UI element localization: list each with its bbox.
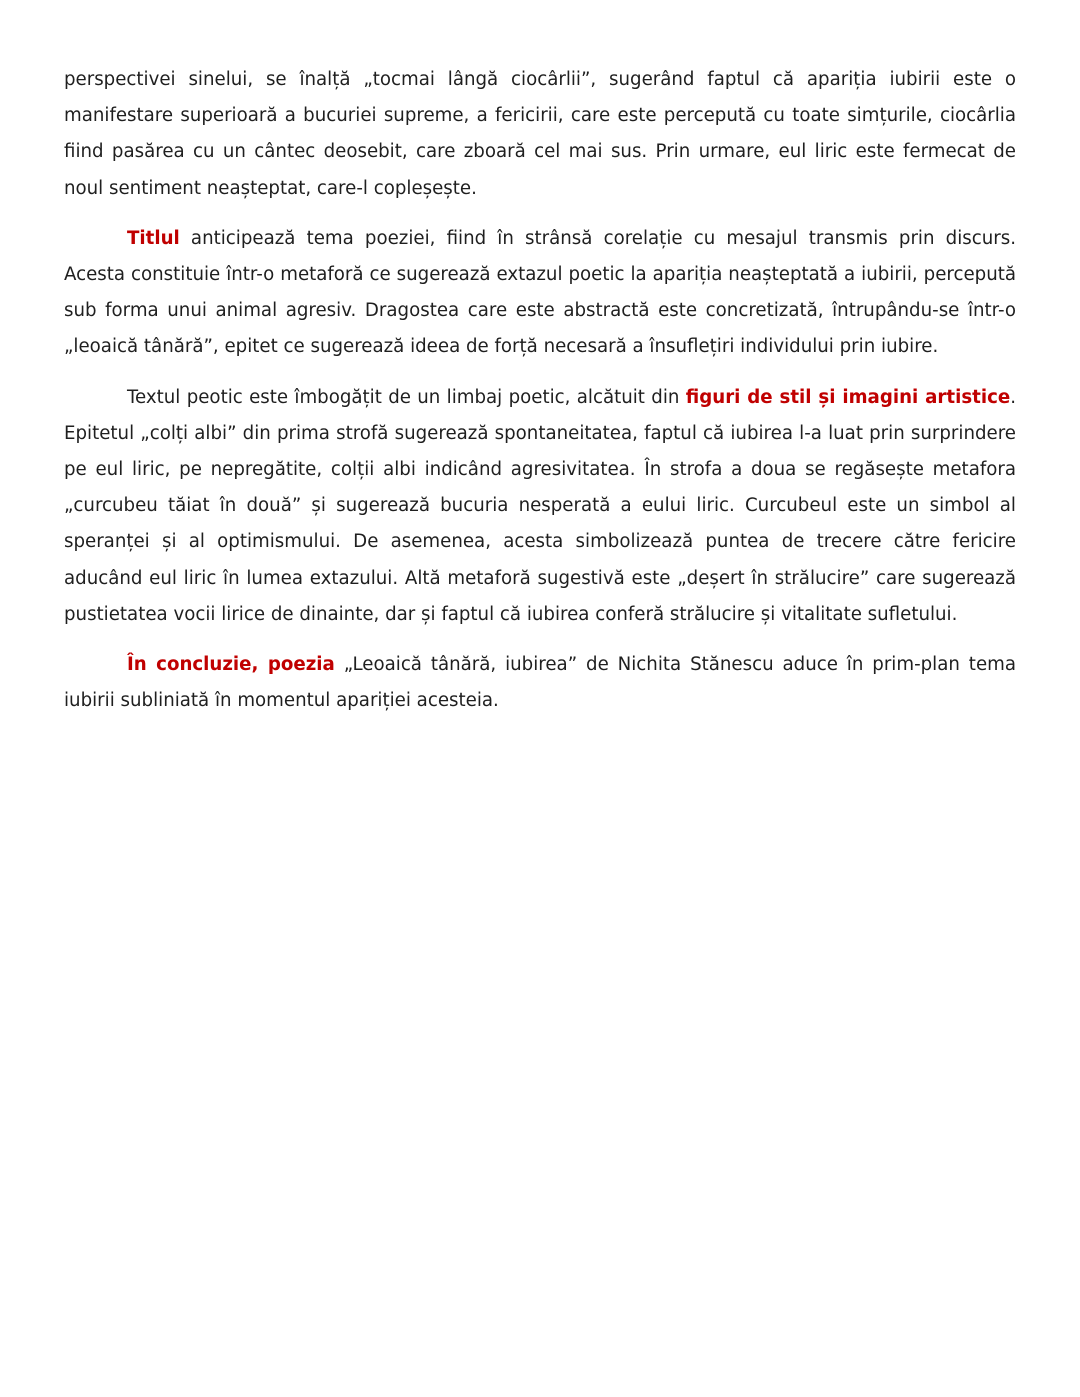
- paragraph-text: anticipează tema poeziei, fiind în strânsă corelație cu mesajul transmis prin discurs. Acesta constituie într-o metaforă ce sugerează extazul poetic la apariția neașteptată a iubirii, percepută sub forma unui animal agresiv. Dragostea care este abstractă este concretizată, întrupându-se într-o „leoaică tânără”, epitet ce sugerează ideea de forță necesară a însuflețiri individului prin iubire.: [64, 227, 1016, 358]
- paragraph-text: . Epitetul „colți albi” din prima strofă sugerează spontaneitatea, faptul că iubirea l-a luat prin surprindere pe eul liric, pe nepregătite, colții albi indicând agresivitatea. În strofa a doua se regăsește metafora „curcubeu tăiat în două” și sugerează bucuria nesperată a eului liric. Curcubeul este un simbol al speranței și al optimismului. De asemenea, acesta simbolizează puntea de trecere către fericire aducând eul liric în lumea extazului. Altă metaforă sugestivă este „deșert în strălucire” care sugerează pustietatea vocii lirice de dinainte, dar și faptul că iubirea conferă strălucire și vitalitate sufletului.: [64, 386, 1016, 625]
- paragraph-text: perspectivei sinelui, se înalță „tocmai lângă ciocârlii”, sugerând faptul că apariția iubirii este o manifestare superioară a bucuriei supreme, a fericirii, care este percepută cu toate simțurile, ciocârlia fiind pasărea cu un cântec deosebit, care zboară cel mai sus. Prin urmare, eul liric este fermecat de noul sentiment neașteptat, care-l copleșește.: [64, 69, 1016, 199]
- keyword-highlight: Titlul: [127, 227, 180, 249]
- document-body: [64, 62, 1016, 733]
- paragraph-text: Textul peotic este îmbogățit de un limbaj poetic, alcătuit din: [127, 386, 686, 408]
- keyword-highlight: figuri de stil și imagini artistice: [685, 386, 1011, 408]
- paragraph-text: „Leoaică tânără, iubirea” de Nichita Stănescu aduce în prim-plan tema iubirii subliniată în momentul apariției acesteia.: [64, 654, 1016, 712]
- paragraph-title-analysis: [64, 221, 1016, 366]
- keyword-highlight: În concluzie, poezia: [127, 654, 335, 676]
- paragraph-conclusion: [64, 647, 1016, 719]
- paragraph-figures-of-speech: [64, 380, 1016, 633]
- paragraph-continuation: [64, 62, 1016, 207]
